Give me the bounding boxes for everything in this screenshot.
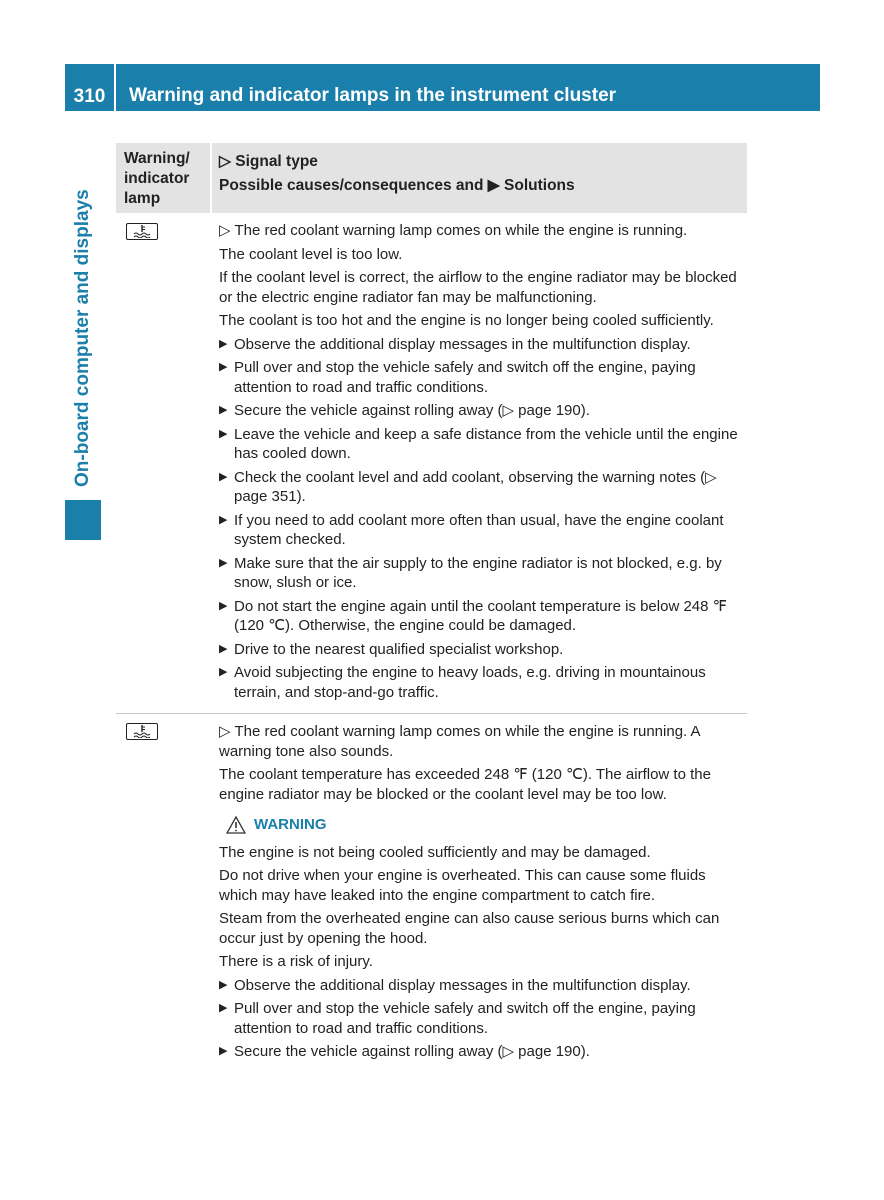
side-tab [65, 142, 101, 540]
page-title: Warning and indicator lamps in the instrument cluster [129, 85, 617, 106]
row1-content [219, 221, 744, 706]
bullet-arrow-icon: ▶ [219, 361, 228, 373]
warning-heading [226, 815, 744, 835]
signal-type-marker-icon: ▷ [219, 153, 236, 170]
page-number: 310 [65, 64, 116, 111]
coolant-temperature-icon-glyph [133, 225, 151, 238]
row1-step: ▶ Pull over and stop the vehicle safely and switch off the engine, paying attention to road and traffic conditions. [219, 359, 696, 396]
warning-text: There is a risk of injury. [219, 953, 373, 970]
header-signal-column [219, 150, 575, 198]
row1-step: ▶ Secure the vehicle against rolling away (▷ page 190). [219, 402, 590, 419]
coolant-temperature-icon-glyph [133, 725, 151, 738]
warning-text: The engine is not being cooled sufficiently and may be damaged. [219, 843, 651, 861]
row1-step: ▶ If you need to add coolant more often than usual, have the engine coolant system checked. [219, 511, 724, 548]
header-causes: Possible causes/consequences and [219, 177, 484, 194]
bullet-arrow-icon: ▶ [219, 1045, 228, 1057]
bullet-arrow-icon: ▶ [219, 404, 228, 416]
warning-label: WARNING [254, 816, 327, 833]
row1-signal: ▷ The red coolant warning lamp comes on while the engine is running. [219, 222, 688, 239]
row1-step: ▶ Check the coolant level and add coolant, observing the warning notes (▷ page 351). [219, 468, 717, 505]
row1-cause: The coolant level is too low. [219, 245, 403, 263]
bullet-arrow-icon: ▶ [219, 642, 228, 655]
bullet-arrow-icon: ▶ [219, 666, 228, 678]
header-solutions: Solutions [504, 177, 575, 194]
row1-step: ▶ Drive to the nearest qualified specialist workshop. [219, 640, 564, 658]
bullet-arrow-icon: ▶ [219, 978, 228, 991]
warning-text: Do not drive when your engine is overheated. This can cause some fluids which may have leaked into the engine compartment to catch fire. [219, 867, 706, 904]
bullet-arrow-icon: ▶ [219, 427, 228, 440]
row1-step: ▶ Leave the vehicle and keep a safe distance from the vehicle until the engine has cooled down. [219, 425, 738, 462]
warning-text: Steam from the overheated engine can also cause serious burns which can occur just by opening the hood. [219, 910, 720, 947]
bullet-arrow-icon: ▶ [219, 599, 228, 612]
row2-cause: The coolant temperature has exceeded 248 ℉ (120 ℃). The airflow to the engine radiator may be blocked or the coolant level may be too low. [219, 766, 711, 803]
signal-marker-icon: ▷ [219, 222, 235, 239]
warning-triangle-icon [226, 816, 246, 834]
table-header [116, 143, 747, 213]
bullet-arrow-icon: ▶ [219, 1002, 228, 1014]
coolant-temperature-icon [126, 223, 158, 240]
row2-step: ▶ Pull over and stop the vehicle safely and switch off the engine, paying attention to road and traffic conditions. [219, 1000, 696, 1037]
signal-marker-icon: ▷ [219, 723, 235, 740]
bullet-arrow-icon: ▶ [219, 556, 228, 569]
header-lamp-column: Warning/ indicator lamp [116, 143, 212, 213]
bullet-arrow-icon: ▶ [219, 513, 228, 526]
row1-step: ▶ Do not start the engine again until the coolant temperature is below 248 ℉ (120 ℃). Otherwise, the engine could be damaged. [219, 597, 727, 634]
row-divider [116, 713, 747, 714]
side-tab-label: On-board computer and displays [72, 189, 93, 487]
row1-step: ▶ Avoid subjecting the engine to heavy loads, e.g. driving in mountainous terrain, and stop-and-go traffic. [219, 664, 706, 701]
page-header [65, 64, 820, 111]
row1-step: ▶ Make sure that the air supply to the engine radiator is not blocked, e.g. by snow, slush or ice. [219, 554, 722, 591]
solutions-arrow-icon: ▶ [487, 177, 500, 194]
row2-step: ▶ Secure the vehicle against rolling away (▷ page 190). [219, 1043, 590, 1060]
header-signal-type: Signal type [235, 153, 318, 170]
row1-cause: If the coolant level is correct, the airflow to the engine radiator may be blocked or the electric engine radiator fan may be malfunctioning. [219, 269, 737, 306]
side-tab-marker [65, 500, 101, 540]
row1-step: ▶ Observe the additional display messages in the multifunction display. [219, 335, 691, 353]
bullet-arrow-icon: ▶ [219, 470, 228, 483]
row2-content [219, 722, 744, 1066]
coolant-temperature-icon [126, 723, 158, 740]
bullet-arrow-icon: ▶ [219, 337, 228, 350]
row2-step: ▶ Observe the additional display messages in the multifunction display. [219, 976, 691, 994]
row2-signal: ▷ The red coolant warning lamp comes on while the engine is running. A warning tone also sounds. [219, 723, 700, 760]
row1-cause: The coolant is too hot and the engine is no longer being cooled sufficiently. [219, 312, 714, 329]
